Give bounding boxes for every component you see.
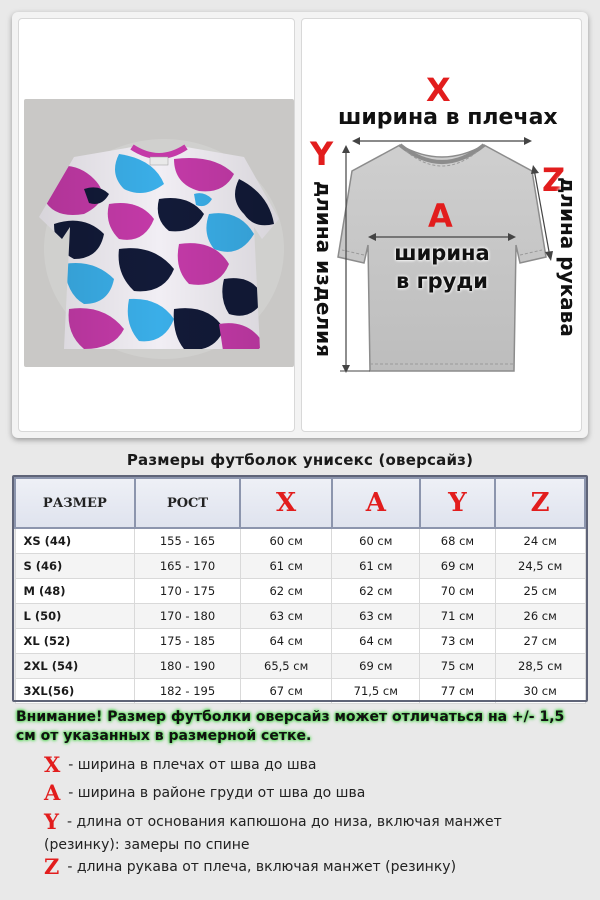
cell-size: 2XL (54) — [15, 653, 135, 678]
cell-x: 60 см — [240, 528, 332, 553]
a-label-line1: ширина — [394, 241, 490, 265]
cell-x: 67 см — [240, 678, 332, 703]
cell-x: 63 см — [240, 603, 332, 628]
header-height: РОСТ — [135, 478, 241, 528]
table-row — [15, 653, 585, 678]
size-table — [14, 477, 586, 704]
cell-size: 3XL(56) — [15, 678, 135, 703]
camo-tshirt-image — [24, 99, 294, 367]
cell-z: 28,5 см — [495, 653, 585, 678]
cell-y: 73 см — [420, 628, 496, 653]
cell-x: 64 см — [240, 628, 332, 653]
a-label-line2: в груди — [396, 269, 488, 293]
cell-size: XL (52) — [15, 628, 135, 653]
cell-z: 30 см — [495, 678, 585, 703]
table-row — [15, 553, 585, 578]
cell-height: 155 - 165 — [135, 528, 241, 553]
cell-y: 77 см — [420, 678, 496, 703]
legend-letter: Z — [44, 854, 60, 879]
cell-z: 27 см — [495, 628, 585, 653]
cell-a: 63 см — [332, 603, 420, 628]
header-a: A — [332, 478, 420, 528]
legend-item-x — [44, 754, 564, 776]
legend-text: - ширина в районе груди от шва до шва — [68, 785, 366, 801]
cell-size: M (48) — [15, 578, 135, 603]
size-diagram-panel — [301, 18, 582, 432]
size-notice: Внимание! Размер футболки оверсайз может отличаться на +/- 1,5 см от указанных в размерной сетке. — [16, 709, 565, 744]
cell-z: 26 см — [495, 603, 585, 628]
table-row — [15, 528, 585, 553]
z-letter: Z — [542, 161, 566, 199]
cell-x: 62 см — [240, 578, 332, 603]
header-x: X — [240, 478, 332, 528]
cell-size: S (46) — [15, 553, 135, 578]
table-row — [15, 603, 585, 628]
x-label: ширина в плечах — [338, 105, 558, 130]
cell-x: 61 см — [240, 553, 332, 578]
z-label: длина рукава — [556, 177, 580, 337]
y-letter: Y — [310, 135, 334, 173]
cell-a: 60 см — [332, 528, 420, 553]
x-letter: X — [426, 71, 451, 109]
legend-letter: Y — [44, 809, 59, 834]
cell-a: 71,5 см — [332, 678, 420, 703]
table-title: Размеры футболок унисекс (оверсайз) — [126, 451, 474, 469]
cell-z: 24,5 см — [495, 553, 585, 578]
legend-text: - длина от основания капюшона до низа, включая манжет (резинку): замеры по спине — [44, 814, 502, 853]
header-z: Z — [495, 478, 585, 528]
cell-y: 71 см — [420, 603, 496, 628]
cell-z: 24 см — [495, 528, 585, 553]
a-letter: A — [428, 197, 453, 235]
legend-letter: X — [44, 752, 61, 777]
table-header-row — [15, 478, 585, 528]
legend-item-a — [44, 782, 564, 804]
cell-height: 170 - 180 — [135, 603, 241, 628]
product-images — [12, 12, 588, 438]
cell-y: 68 см — [420, 528, 496, 553]
cell-y: 69 см — [420, 553, 496, 578]
legend-item-y — [44, 810, 564, 857]
cell-a: 62 см — [332, 578, 420, 603]
cell-height: 165 - 170 — [135, 553, 241, 578]
y-label: длина изделия — [312, 181, 336, 357]
cell-height: 175 - 185 — [135, 628, 241, 653]
cell-a: 69 см — [332, 653, 420, 678]
legend-text: - ширина в плечах от шва до шва — [68, 757, 317, 773]
legend-item-z — [44, 856, 564, 878]
table-row — [15, 678, 585, 703]
table-row — [15, 628, 585, 653]
header-y: Y — [420, 478, 496, 528]
table-row — [15, 578, 585, 603]
photo-panel — [18, 18, 295, 432]
header-size: РАЗМЕР — [15, 478, 135, 528]
cell-y: 75 см — [420, 653, 496, 678]
legend-text: - длина рукава от плеча, включая манжет (резинку) — [67, 859, 457, 875]
cell-y: 70 см — [420, 578, 496, 603]
cell-size: XS (44) — [15, 528, 135, 553]
cell-z: 25 см — [495, 578, 585, 603]
cell-x: 65,5 см — [240, 653, 332, 678]
legend-letter: A — [44, 780, 61, 805]
cell-height: 170 - 175 — [135, 578, 241, 603]
cell-size: L (50) — [15, 603, 135, 628]
tshirt-photo — [24, 99, 294, 367]
cell-a: 61 см — [332, 553, 420, 578]
cell-height: 180 - 190 — [135, 653, 241, 678]
cell-a: 64 см — [332, 628, 420, 653]
cell-height: 182 - 195 — [135, 678, 241, 703]
